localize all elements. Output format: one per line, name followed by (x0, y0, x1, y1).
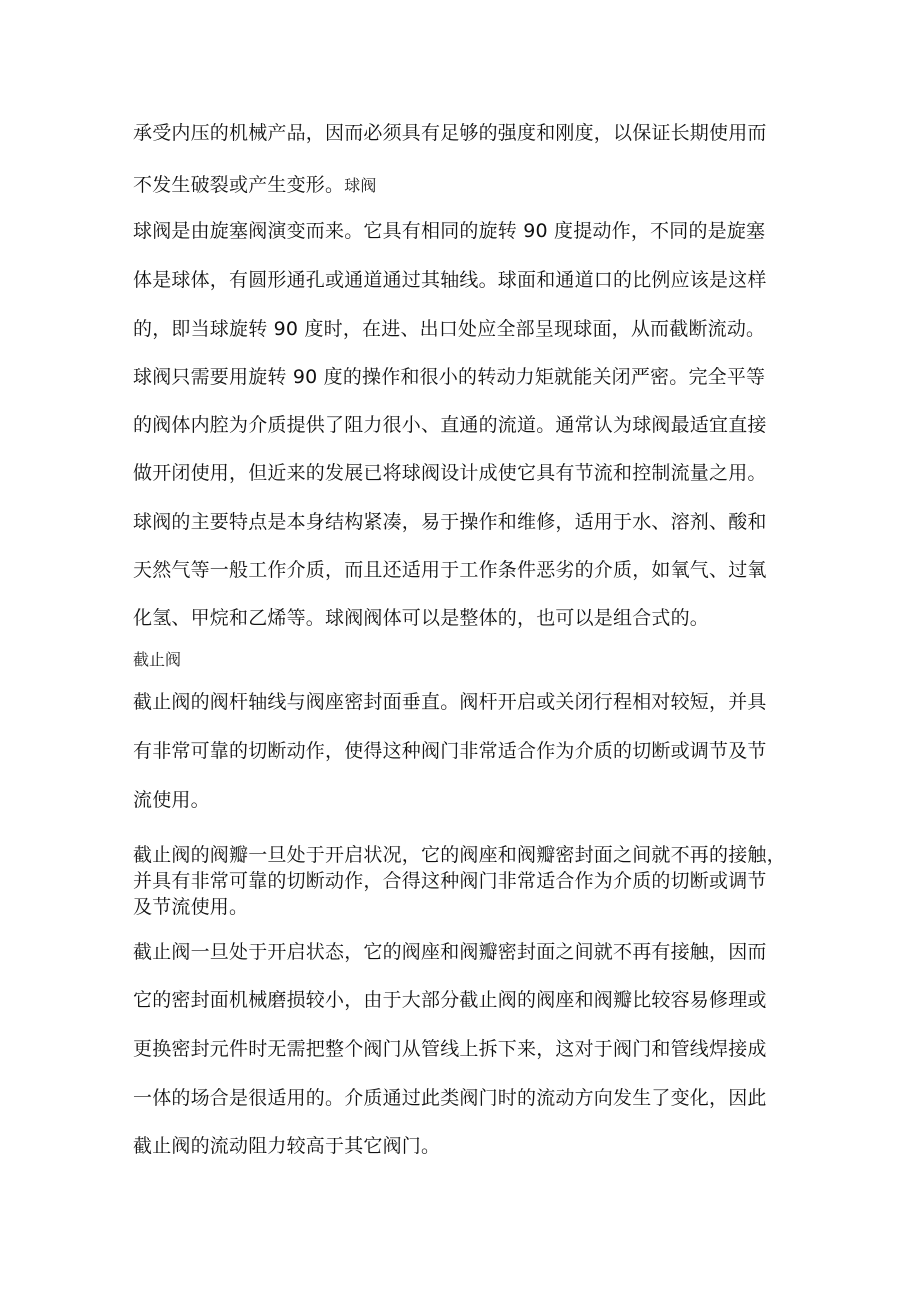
ball-valve-p3-line-1: 球阀的主要特点是本身结构紧凑，易于操作和维修，适用于水、溶剂、酸和 (133, 511, 767, 533)
heading-globe-valve: 截止阀 (133, 650, 182, 669)
globe-valve-p1-line-2: 有非常可靠的切断动作，使得这种阀门非常适合作为介质的切断或调节及节 (133, 740, 767, 762)
intro-line-1: 承受内压的机械产品，因而必须具有足够的强度和刚度，以保证长期使用而 (133, 122, 767, 144)
globe-valve-p3-line-2: 它的密封面机械磨损较小，由于大部分截止阀的阀座和阀瓣比较容易修理或 (133, 989, 767, 1011)
ball-valve-p1-line-2: 体是球体，有圆形通孔或通道通过其轴线。球面和通道口的比例应该是这样 (133, 269, 767, 291)
globe-valve-p2-line-2: 并具有非常可靠的切断动作，合得这种阀门非常适合作为介质的切断或调节 (133, 870, 767, 892)
ball-valve-p3-line-3: 化氢、甲烷和乙烯等。球阀阀体可以是整体的，也可以是组合式的。 (133, 607, 710, 629)
ball-valve-p2-line-2: 的阀体内腔为介质提供了阻力很小、直通的流道。通常认为球阀最适宜直接 (133, 414, 767, 436)
ball-valve-p2-line-3: 做开闭使用，但近来的发展已将球阀设计成使它具有节流和控制流量之用。 (133, 462, 767, 484)
globe-valve-p3-line-3: 更换密封元件时无需把整个阀门从管线上拆下来，这对于阀门和管线焊接成 (133, 1038, 767, 1060)
ball-valve-p1-line-3: 的，即当球旋转 90 度时，在进、出口处应全部呈现球面，从而截断流动。 (133, 318, 766, 340)
globe-valve-p2-line-3: 及节流使用。 (133, 896, 249, 918)
globe-valve-p1-line-3: 流使用。 (133, 789, 210, 811)
ball-valve-p3-line-2: 天然气等一般工作介质，而且还适用于工作条件恶劣的介质，如氧气、过氧 (133, 559, 767, 581)
intro-line-2 (133, 173, 813, 198)
globe-valve-p3-line-4: 一体的场合是很适用的。介质通过此类阀门时的流动方向发生了变化，因此 (133, 1087, 767, 1109)
intro-line-2-text: 不发生破裂或产生变形。 (133, 174, 345, 196)
heading-ball-valve: 球阀 (344, 176, 377, 195)
ball-valve-p2-line-1: 球阀只需要用旋转 90 度的操作和很小的转动力矩就能关闭严密。完全平等 (133, 366, 766, 388)
globe-valve-p2-line-1: 截止阀的阀瓣一旦处于开启状况，它的阀座和阀瓣密封面之间就不再的接触， (133, 844, 786, 866)
globe-valve-p1-line-1: 截止阀的阀杆轴线与阀座密封面垂直。阀杆开启或关闭行程相对较短，并具 (133, 691, 767, 713)
globe-valve-p3-line-5: 截止阀的流动阻力较高于其它阀门。 (133, 1135, 441, 1157)
globe-valve-p3-line-1: 截止阀一旦处于开启状态，它的阀座和阀瓣密封面之间就不再有接触，因而 (133, 941, 767, 963)
ball-valve-p1-line-1: 球阀是由旋塞阀演变而来。它具有相同的旋转 90 度提动作，不同的是旋塞 (133, 220, 766, 242)
